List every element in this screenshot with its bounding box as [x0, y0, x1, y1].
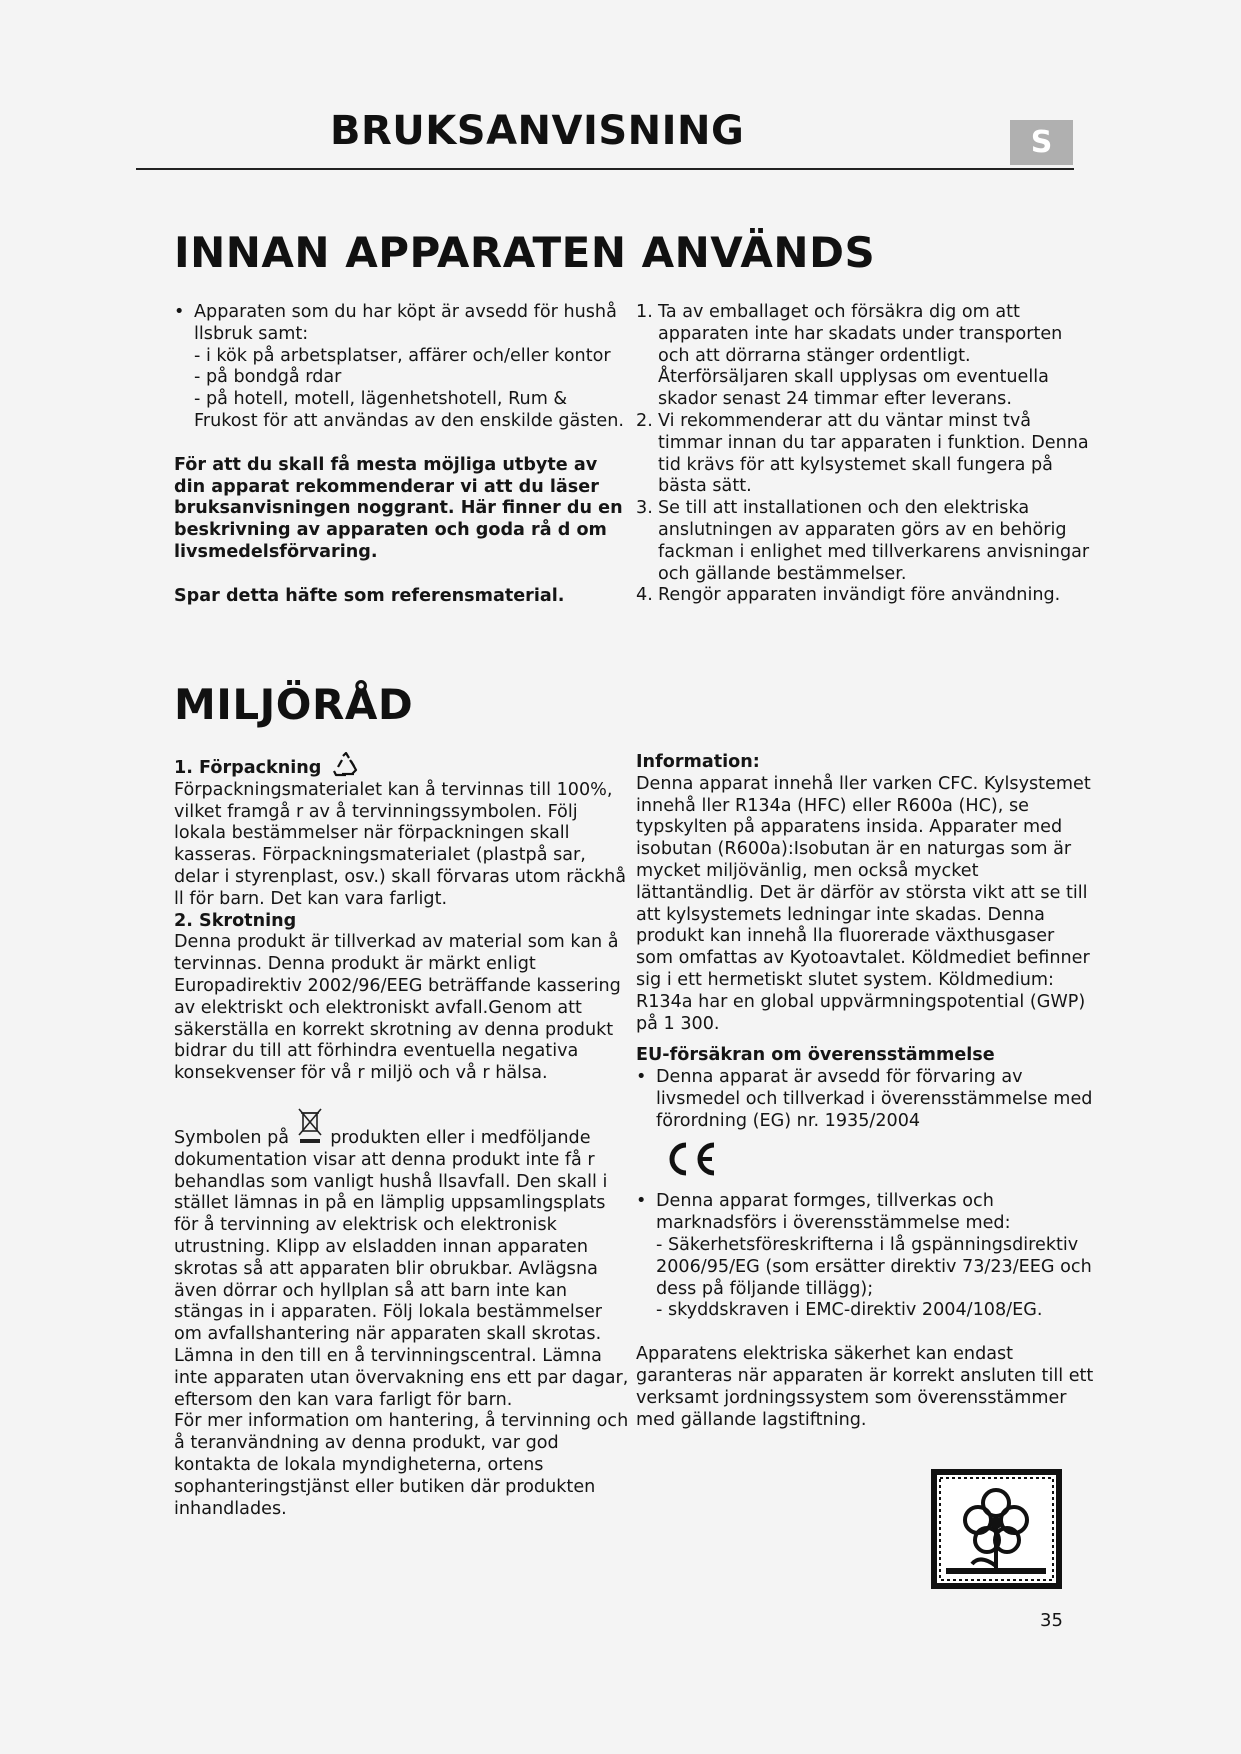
step-item — [636, 585, 1096, 607]
crossed-bin-icon — [297, 1107, 323, 1147]
eu-flower-ecolabel-icon — [930, 1468, 1063, 1590]
intro-right-column — [636, 302, 1096, 607]
environment-left-column — [174, 752, 629, 1520]
bullet-mark: • — [174, 302, 185, 322]
environment-right-column — [636, 752, 1096, 1431]
header-title: BRUKSANVISNING — [330, 108, 745, 154]
packaging-heading: 1. Förpackning — [174, 758, 322, 778]
information-text: Denna apparat innehå ller varken CFC. Kylsystemet innehå ller R134a (HFC) eller R600a (HC), se typskylten på apparatens insida. Apparater med isobutan (R600a):Isobutan är en naturgas som är mycket miljövänlig, men också mycket lättantändlig. Det är därför av största vikt att se till att kylsystemets ledningar inte skadas. Denna produkt kan innehå lla fluorerade växthusgaser som omfattas av Kyotoavtalet. Köldmediet befinner sig i ett hermetiskt slutet system. Köldmedium: R134a har en global uppvärmningspotential (GWP) på 1 300. — [636, 773, 1091, 1034]
dash-item: - skyddskraven i EMC-direktiv 2004/108/EG. — [656, 1300, 1043, 1321]
step-number: 1. — [636, 302, 653, 322]
dash-item: - på bondgå rdar — [194, 367, 342, 388]
ce-mark-icon — [662, 1139, 718, 1179]
bullet-mark: • — [636, 1067, 647, 1088]
intended-use-bullet — [174, 302, 629, 433]
dash-item: - på hotell, motell, lägenhetshotell, Rum & Frukost för att användas av den enskilde gästen. — [194, 389, 624, 431]
step-text: Se till att installationen och den elektriska anslutningen av apparaten görs av en behörig fackman i enlighet med tillverkarens anvisningar och gällande bestämmelser. — [658, 498, 1090, 584]
bullet-mark: • — [636, 1191, 647, 1212]
step-text: Vi rekommenderar att du väntar minst två timmar innan du tar apparaten i funktion. Denna tid krävs för att kylsystemet skall fungera på bästa sätt. — [658, 410, 1089, 497]
information-heading: Information: — [636, 752, 760, 772]
scrapping-text: Denna produkt är tillverkad av material som kan å tervinnas. Denna produkt är märkt enligt Europadirektiv 2002/96/EEG beträffande kassering av elektriskt och elektroniskt avfall.Genom att säkerställa en korrekt skrotning av denna produkt bidrar du till att förhindra eventuella negativa konsekvenser för vå r miljö och vå r hälsa. — [174, 932, 621, 1084]
page-number: 35 — [1040, 1610, 1063, 1631]
section-title-environment: MILJÖRÅD — [174, 680, 414, 729]
intended-use-lead: Apparaten som du har köpt är avsedd för hushå llsbruk samt: — [194, 302, 617, 344]
packaging-heading-row — [174, 752, 629, 780]
symbol-text-start: Symbolen på — [174, 1127, 290, 1148]
electrical-safety-text: Apparatens elektriska säkerhet kan endast garanteras när apparaten är korrekt ansluten till ett verksamt jordningssystem som överensstämmer med gällande lagstiftning. — [636, 1344, 1094, 1430]
symbol-text-rest: produkten eller i medföljande dokumentation visar att denna produkt inte få r behandlas som vanligt hushå llsavfall. Den skall i stället lämnas in på en lämplig uppsamlingsplats för å tervinning av elektrisk och elektronisk utrustning. Klipp av elsladden innan apparaten skrotas så att apparaten blir obrukbar. Avlägsna även dörrar och hyllplan så att barn inte kan stängas in i apparaten. Följ lokala bestämmelser om avfallshantering när apparaten skall skrotas. Lämna in den till en å tervinningscentral. Lämna inte apparaten utan övervakning ens ett par dagar, eftersom den kan vara farligt för barn. — [174, 1127, 629, 1410]
step-item — [636, 411, 1096, 498]
read-manual-note: För att du skall få mesta möjliga utbyte av din apparat rekommenderar vi att du läser bruksanvisningen noggrant. Här finner du en beskrivning av apparaten och goda rå d om livsmedelsförvaring. — [174, 454, 623, 562]
packaging-text: Förpackningsmaterialet kan å tervinnas till 100%, vilket framgå r av å tervinningssymbolen. Följ lokala bestämmelser när förpackningen skall kasseras. Förpackningsmaterialet (plastpå sar, delar i styrenplast, osv.) skall förvaras utom räckhå ll för barn. Det kan vara farligt. — [174, 779, 627, 909]
recycle-icon — [332, 752, 360, 778]
intro-left-column — [174, 302, 629, 608]
eu-declaration-heading: EU-försäkran om överensstämmelse — [636, 1045, 995, 1066]
eu-bullet — [636, 1191, 1096, 1322]
eu-bullet — [636, 1067, 1096, 1132]
more-info-text: För mer information om hantering, å tervinning och å teranvändning av denna produkt, var god kontakta de lokala myndigheterna, ortens sophanteringstjänst eller butiken där produkten inhandlades. — [174, 1411, 629, 1519]
eu-bullet-text: Denna apparat formges, tillverkas och marknadsförs i överensstämmelse med: — [656, 1191, 1011, 1234]
scrapping-heading: 2. Skrotning — [174, 910, 297, 931]
step-number: 4. — [636, 585, 653, 606]
step-number: 3. — [636, 498, 653, 519]
dash-item: - i kök på arbetsplatser, affärer och/eller kontor — [194, 345, 611, 366]
step-item — [636, 302, 1096, 411]
eu-bullet-text: Denna apparat är avsedd för förvaring av livsmedel och tillverkad i överensstämmelse med förordning (EG) nr. 1935/2004 — [656, 1067, 1093, 1131]
step-number: 2. — [636, 410, 653, 431]
header-divider — [136, 168, 1074, 170]
step-text: Ta av emballaget och försäkra dig om att apparaten inte har skadats under transporten och att dörrarna stänger ordentligt. Återförsäljaren skall upplysas om eventuella skador senast 24 timmar efter leverans. — [658, 302, 1063, 410]
dash-item: - Säkerhetsföreskrifterna i lå gspänningsdirektiv 2006/95/EG (som ersätter direktiv 73/23/EEG och dess på följande tillägg); — [656, 1234, 1092, 1299]
step-text: Rengör apparaten invändigt före användning. — [658, 585, 1061, 606]
language-badge: S — [1010, 120, 1073, 165]
step-item — [636, 498, 1096, 585]
keep-booklet-note: Spar detta häfte som referensmaterial. — [174, 585, 565, 606]
symbol-paragraph — [174, 1107, 629, 1411]
section-title-before-use: INNAN APPARATEN ANVÄNDS — [174, 228, 876, 277]
